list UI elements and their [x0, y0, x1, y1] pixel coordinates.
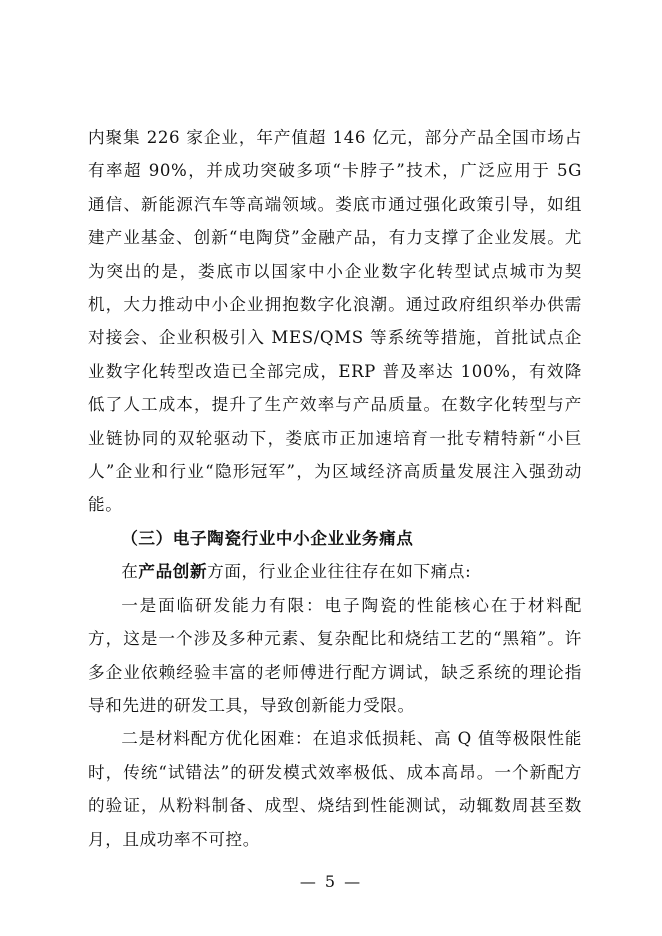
intro-prefix: 在 [121, 562, 139, 582]
paragraph-industry-overview: 内聚集 226 家企业，年产值超 146 亿元，部分产品全国市场占有率超 90%，并成功突破多项“卡脖子”技术，广泛应用于 5G 通信、新能源汽车等高端领域。娄底市通过强化政策引导，如组建产业基金、创新“电陶贷”金融产品，有力支撑了企业发展。尤为突出的是，娄底市以国家中小企业数字化转型试点城市为契机，大力推动中小企业拥抱数字化浪潮。通过政府组织举办供需对接会、企业积极引入 MES/QMS 等系统等措施，首批试点企业数字化转型改造已全部完成，ERP 普及率达 100%，有效降低了人工成本，提升了生产效率与产品质量。在数字化转型与产业链协同的双轮驱动下，娄底市正加速培育一批专精特新“小巨人”企业和行业“隐形冠军”，为区域经济高质量发展注入强劲动能。 [88, 128, 582, 515]
intro-suffix: 方面，行业企业往往存在如下痛点: [207, 562, 472, 582]
page-number: — 5 — [299, 872, 363, 891]
section-heading: （三）电子陶瓷行业中小企业业务痛点 [121, 527, 414, 548]
paragraph-product-innovation-intro [88, 555, 582, 588]
paragraph-pain-point-one: 一是面临研发能力有限：电子陶瓷的性能核心在于材料配方，这是一个涉及多种元素、复杂配比和烧结工艺的“黑箱”。许多企业依赖经验丰富的老师傅进行配方调试，缺乏系统的理论指导和先进的研发工具，导致创新能力受限。 [88, 595, 582, 715]
page-body [88, 121, 582, 856]
intro-bold-term: 产品创新 [138, 561, 208, 582]
paragraph-pain-point-two: 二是材料配方优化困难：在追求低损耗、高 Q 值等极限性能时，传统“试错法”的研发模式效率极低、成本高昂。一个新配方的验证，从粉料制备、成型、烧结到性能测试，动辄数周甚至数月，且成功率不可控。 [88, 729, 582, 849]
